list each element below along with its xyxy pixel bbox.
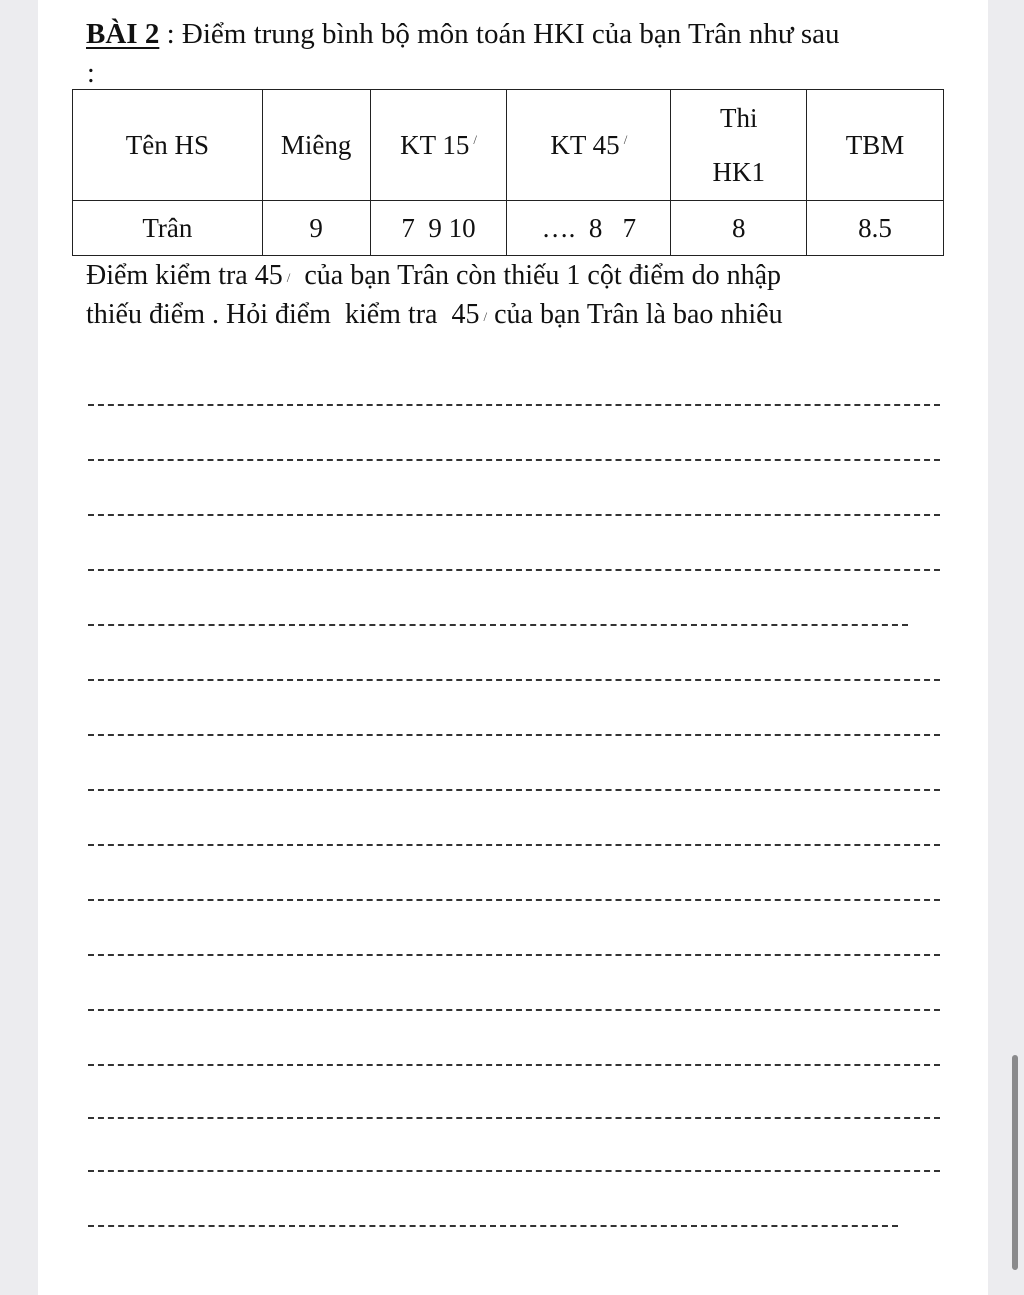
answer-line <box>88 734 940 736</box>
question-line-2: thiếu điểm . Hỏi điểm kiểm tra 45 / của bạn Trân là bao nhiêu <box>86 299 783 330</box>
header-test-15: KT 15 / <box>370 90 507 201</box>
exercise-label: BÀI 2 <box>86 18 160 50</box>
exercise-title-text: : Điểm trung bình bộ môn toán HKI của bạn Trân như sau <box>159 18 840 50</box>
header-student-name: Tên HS <box>73 90 263 201</box>
answer-line <box>88 1117 940 1119</box>
answer-line <box>88 954 940 956</box>
answer-line <box>88 404 940 406</box>
answer-line <box>88 569 940 571</box>
table-row <box>73 201 944 256</box>
table-header-row <box>73 90 944 201</box>
vertical-scrollbar[interactable] <box>1012 1055 1018 1270</box>
header-exam-hk1: Thi HK1 <box>671 90 807 201</box>
header-oral: Miêng <box>262 90 370 201</box>
header-test-45: KT 45 / <box>507 90 671 201</box>
minute-mark: / <box>286 270 291 285</box>
exercise-title <box>86 18 840 51</box>
minute-mark: / <box>483 309 488 324</box>
answer-line <box>88 899 940 901</box>
minute-mark: / <box>623 131 628 147</box>
answer-line <box>88 1064 940 1066</box>
question-line-1: Điểm kiểm tra 45 / của bạn Trân còn thiếu 1 cột điểm do nhập <box>86 260 782 291</box>
question-text <box>86 256 946 334</box>
document-page <box>38 0 988 1295</box>
cell-average: 8.5 <box>807 201 944 256</box>
cell-exam-hk1: 8 <box>671 201 807 256</box>
answer-line <box>88 1009 940 1011</box>
title-colon: : <box>87 58 95 89</box>
cell-oral: 9 <box>262 201 370 256</box>
grades-table <box>72 89 944 256</box>
answer-line <box>88 624 908 626</box>
cell-test-15: 7 9 10 <box>370 201 507 256</box>
answer-line <box>88 844 940 846</box>
answer-line <box>88 679 940 681</box>
minute-mark: / <box>473 131 477 147</box>
answer-line <box>88 789 940 791</box>
answer-line <box>88 459 940 461</box>
answer-line <box>88 1225 898 1227</box>
header-average: TBM <box>807 90 944 201</box>
cell-student-name: Trân <box>73 201 263 256</box>
cell-test-45: …. 8 7 <box>507 201 671 256</box>
answer-line <box>88 1170 940 1172</box>
answer-line <box>88 514 940 516</box>
